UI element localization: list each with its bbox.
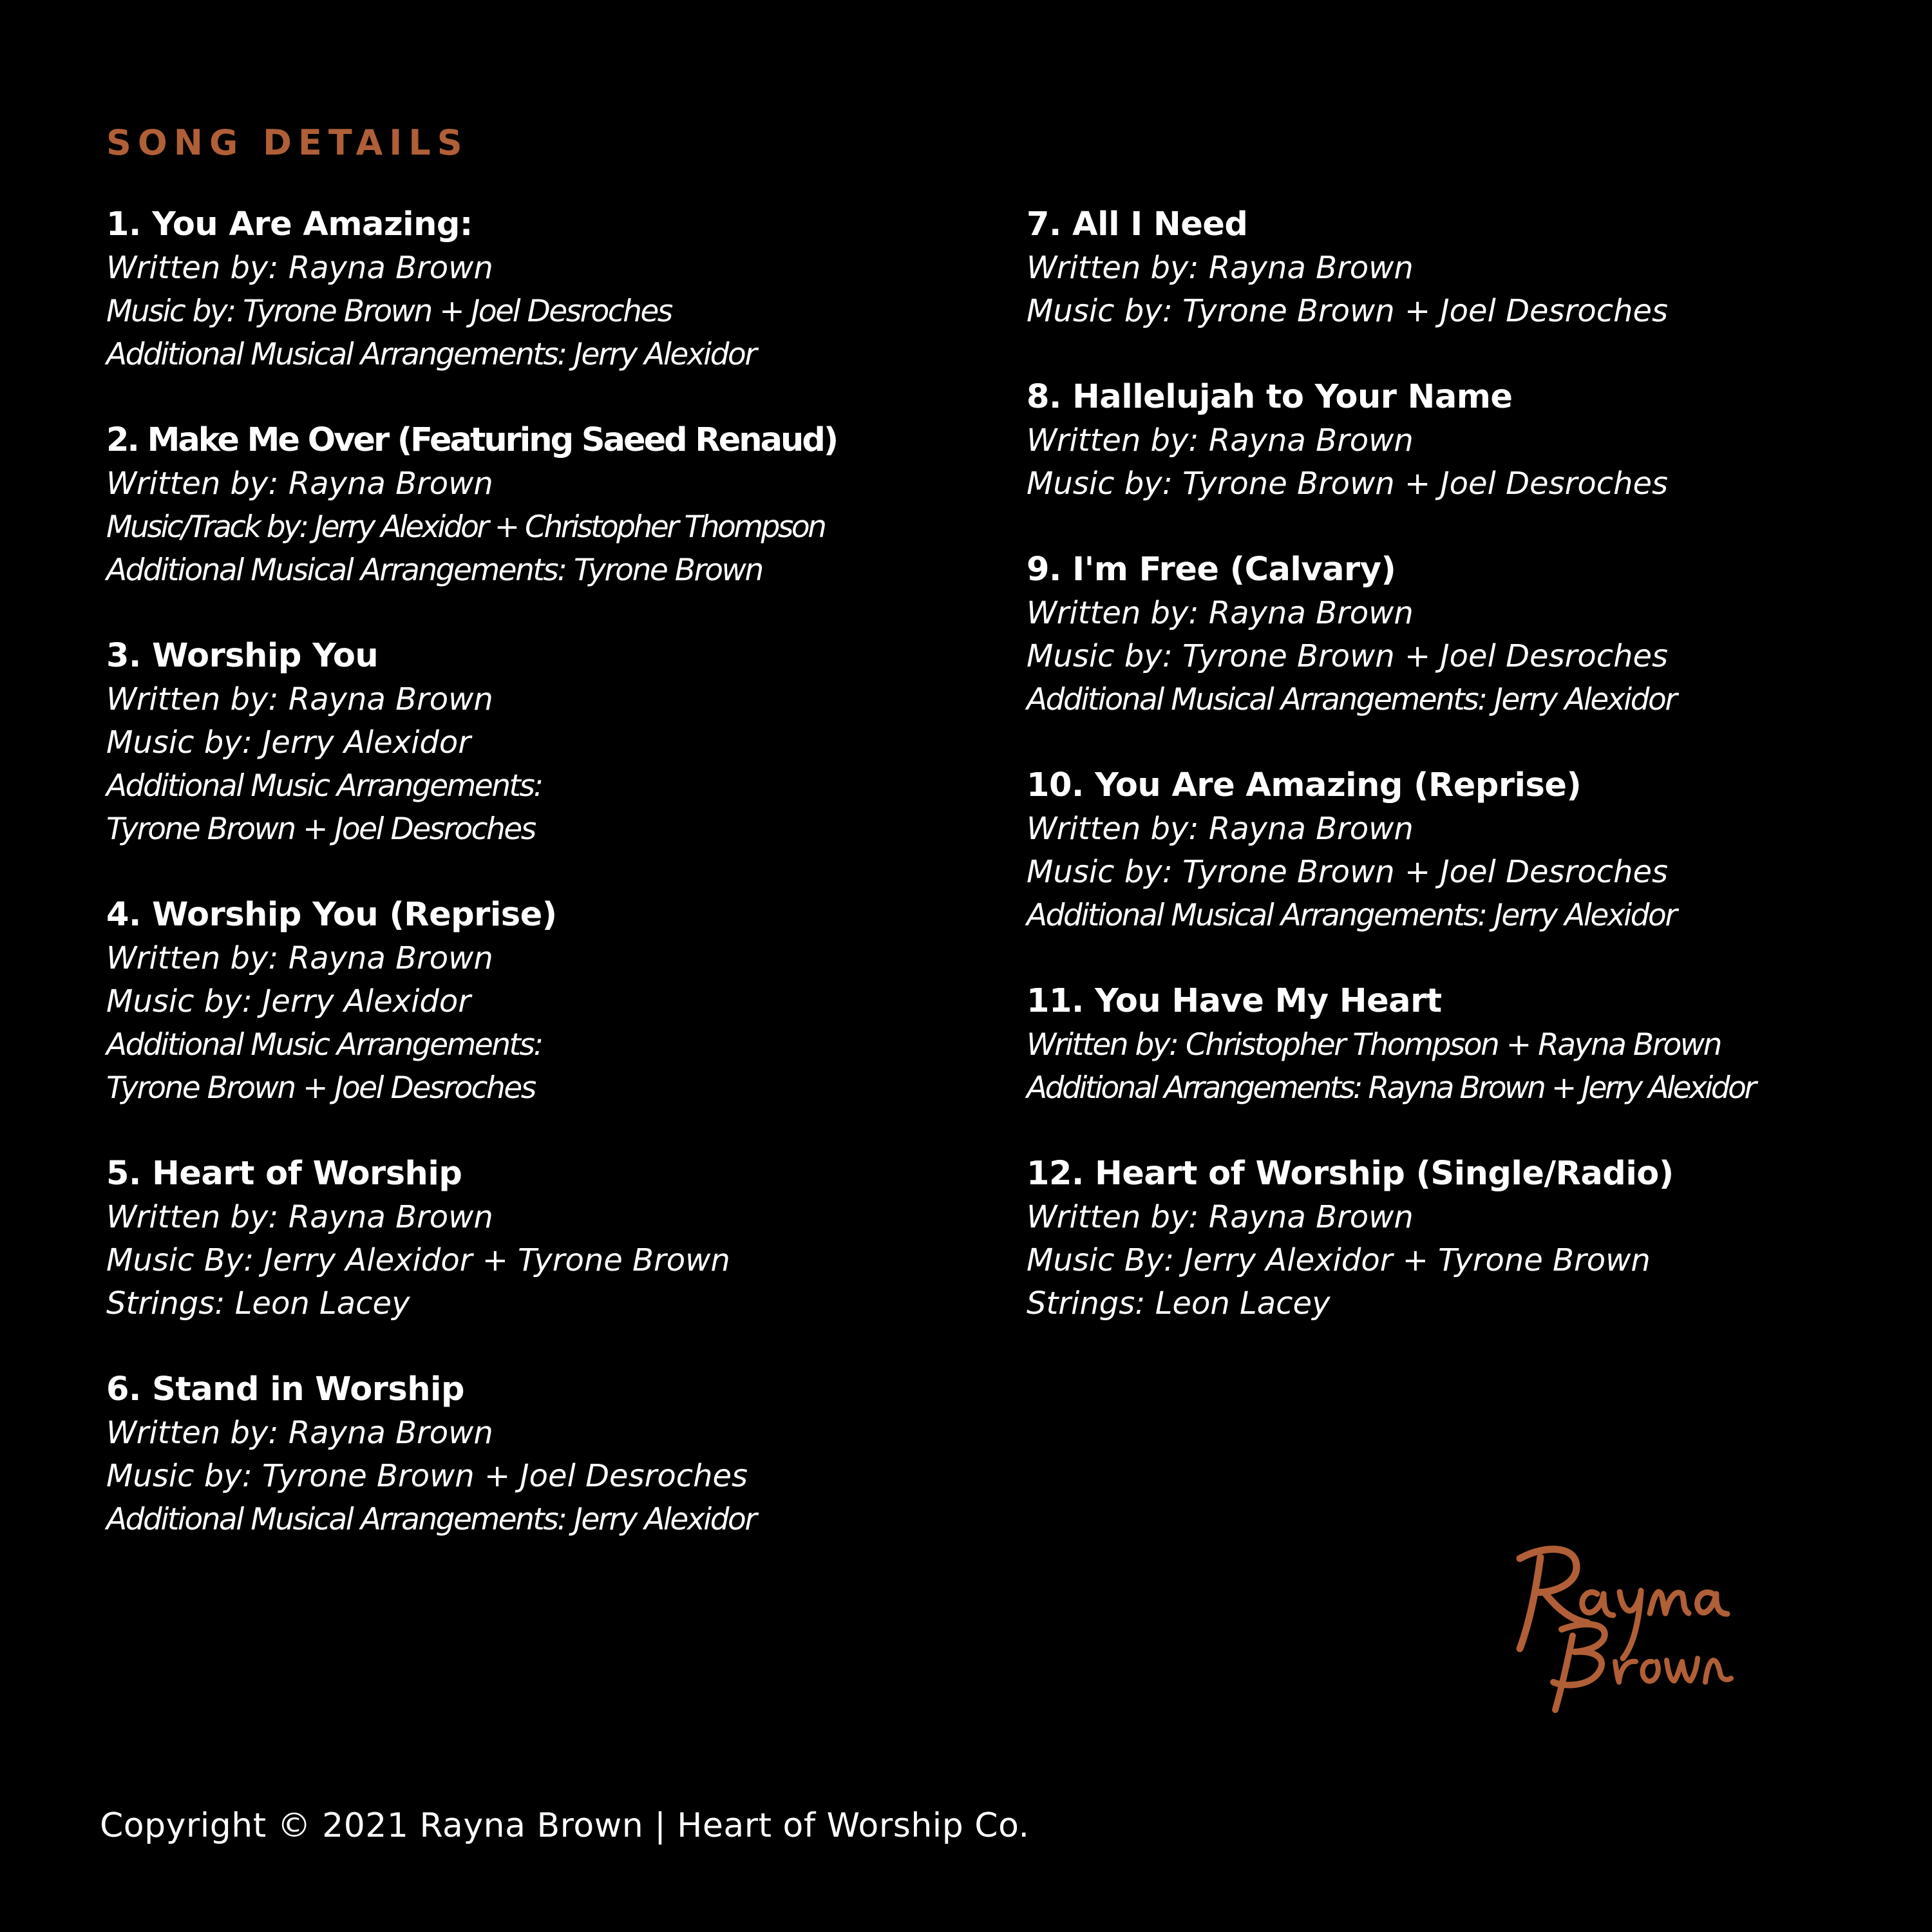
song-credit: Written by: Rayna Brown [1027,250,1414,286]
song-credit: Additional Musical Arrangements: Jerry Alexidor [106,337,756,372]
song-column-left [106,203,1021,1584]
song-credit: Written by: Rayna Brown [106,940,493,976]
song-column-right [1027,203,1932,1368]
song-title: 8. Hallelujah to Your Name [1027,378,1513,416]
song-entry [1027,980,1932,1110]
song-entry [106,419,1021,592]
song-title: 3. Worship You [106,637,379,675]
song-entry [1027,764,1932,937]
song-entry [106,893,1021,1110]
song-entry [1027,203,1932,333]
song-title: 1. You Are Amazing: [106,205,473,243]
song-credit: Written by: Rayna Brown [1027,422,1414,459]
song-entry [106,1152,1021,1325]
song-title: 7. All I Need [1027,205,1248,243]
song-credit: Music by: Jerry Alexidor [106,983,471,1019]
song-credit: Tyrone Brown + Joel Desroches [106,1070,535,1106]
rayna-brown-signature-logo [1501,1533,1745,1719]
song-credit: Written by: Rayna Brown [106,250,493,286]
song-credit: Additional Music Arrangements: [106,1027,542,1063]
song-credit: Music by: Jerry Alexidor [106,724,471,761]
song-entry [1027,375,1932,506]
song-title: 2. Make Me Over (Featuring Saeed Renaud) [106,421,837,459]
song-entry [106,1368,1021,1541]
song-entry [106,634,1021,851]
song-credit: Written by: Rayna Brown [1027,595,1414,631]
song-entry [1027,548,1932,721]
song-credit: Written by: Rayna Brown [106,681,493,717]
song-credit: Music by: Tyrone Brown + Joel Desroches [1027,293,1669,329]
song-credit: Written by: Rayna Brown [1027,1199,1414,1235]
song-title: 11. You Have My Heart [1027,982,1442,1020]
song-credit: Music by: Tyrone Brown + Joel Desroches [1027,854,1669,890]
song-credit: Written by: Rayna Brown [106,1415,493,1451]
song-credit: Written by: Rayna Brown [1027,811,1414,847]
song-credit: Additional Musical Arrangements: Jerry Alexidor [1027,898,1676,933]
song-title: 10. You Are Amazing (Reprise) [1027,766,1582,804]
song-credit: Music/Track by: Jerry Alexidor + Christopher Thompson [106,509,825,545]
song-title: 6. Stand in Worship [106,1370,465,1408]
song-credit: Strings: Leon Lacey [1027,1285,1331,1321]
song-entry [1027,1152,1932,1325]
song-credit: Additional Musical Arrangements: Jerry Alexidor [106,1502,756,1537]
song-credit: Additional Music Arrangements: [106,768,542,804]
song-credit: Tyrone Brown + Joel Desroches [106,811,535,847]
song-credit: Written by: Rayna Brown [106,466,493,502]
song-credit: Music by: Tyrone Brown + Joel Desroches [106,1458,748,1494]
song-credit: Additional Musical Arrangements: Tyrone Brown [106,553,762,588]
song-title: 4. Worship You (Reprise) [106,896,557,934]
section-title: SONG DETAILS [106,122,469,163]
song-credit: Written by: Christopher Thompson + Rayna Brown [1027,1027,1721,1063]
song-credit: Additional Musical Arrangements: Jerry Alexidor [1027,682,1676,717]
song-credit: Music By: Jerry Alexidor + Tyrone Brown [106,1242,730,1278]
song-credit: Written by: Rayna Brown [106,1199,493,1235]
song-credit: Music by: Tyrone Brown + Joel Desroches [1027,466,1669,502]
song-title: 9. I'm Free (Calvary) [1027,551,1396,589]
copyright-footer: Copyright © 2021 Rayna Brown | Heart of Worship Co. [100,1806,1030,1845]
song-credit: Music By: Jerry Alexidor + Tyrone Brown [1027,1242,1651,1278]
song-credit: Additional Arrangements: Rayna Brown + Jerry Alexidor [1027,1070,1755,1106]
song-title: 12. Heart of Worship (Single/Radio) [1027,1155,1674,1193]
song-credit: Music by: Tyrone Brown + Joel Desroches [106,294,672,329]
song-credit: Strings: Leon Lacey [106,1285,410,1321]
song-entry [106,203,1021,376]
song-credit: Music by: Tyrone Brown + Joel Desroches [1027,638,1669,674]
song-title: 5. Heart of Worship [106,1155,462,1193]
